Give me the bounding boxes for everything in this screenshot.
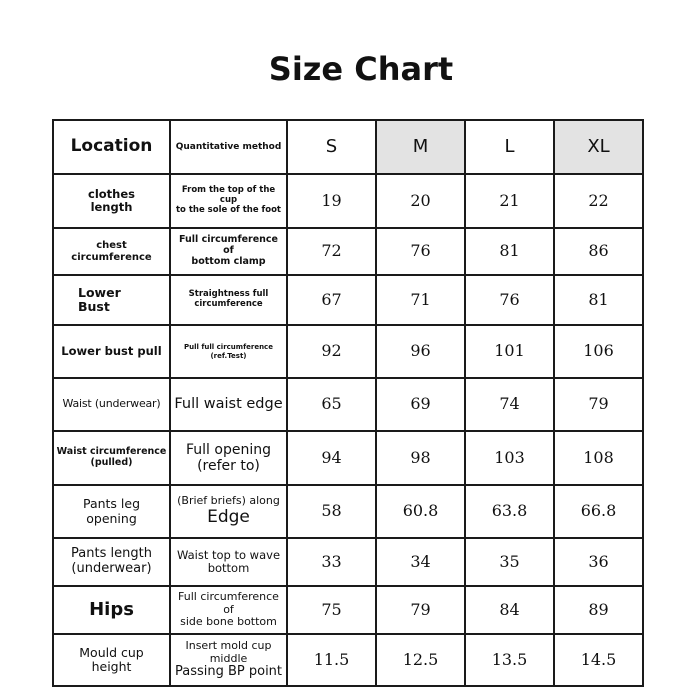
value-s: 19 xyxy=(287,174,376,228)
value-s: 11.5 xyxy=(287,634,376,686)
method-cell xyxy=(170,538,287,586)
value-m: 12.5 xyxy=(376,634,465,686)
table-row xyxy=(53,228,643,275)
header-method: Quantitative method xyxy=(170,120,287,174)
method-line: circumference xyxy=(194,299,263,309)
value-l: 103 xyxy=(465,431,554,485)
location-line: Bust xyxy=(78,299,110,314)
value-xl: 22 xyxy=(554,174,643,228)
value-xl: 89 xyxy=(554,586,643,634)
header-row xyxy=(53,120,643,174)
location-cell xyxy=(53,634,170,686)
method-line: Pull full circumference xyxy=(184,343,273,352)
table-row xyxy=(53,538,643,586)
header-size-s: S xyxy=(287,120,376,174)
location-line: Pants length xyxy=(71,546,152,562)
value-l: 84 xyxy=(465,586,554,634)
location-cell xyxy=(53,431,170,485)
value-m: 69 xyxy=(376,378,465,431)
method-cell xyxy=(170,586,287,634)
location-cell xyxy=(53,538,170,586)
header-size-l: L xyxy=(465,120,554,174)
header-size-xl: XL xyxy=(554,120,643,174)
location-cell xyxy=(53,275,170,325)
value-l: 21 xyxy=(465,174,554,228)
value-l: 81 xyxy=(465,228,554,275)
value-xl: 106 xyxy=(554,325,643,378)
value-s: 72 xyxy=(287,228,376,275)
location-line: Waist circumference xyxy=(56,446,167,458)
value-m: 20 xyxy=(376,174,465,228)
method-line: Edge xyxy=(207,507,250,528)
method-cell xyxy=(170,378,287,431)
location-line: Lower xyxy=(78,284,121,300)
value-l: 74 xyxy=(465,378,554,431)
value-xl: 108 xyxy=(554,431,643,485)
location-line: length xyxy=(90,200,133,214)
value-xl: 79 xyxy=(554,378,643,431)
method-line: bottom xyxy=(207,561,250,575)
method-line: From the top of the cup xyxy=(181,185,276,206)
value-l: 63.8 xyxy=(465,485,554,538)
method-cell xyxy=(170,228,287,275)
value-m: 34 xyxy=(376,538,465,586)
location-line: Pants leg xyxy=(82,496,141,512)
table-row xyxy=(53,174,643,228)
method-line: Insert mold cup xyxy=(185,638,272,652)
value-s: 33 xyxy=(287,538,376,586)
location-cell xyxy=(53,174,170,228)
location-line: Mould cup xyxy=(79,644,144,660)
header-size-m: M xyxy=(376,120,465,174)
method-line: Passing BP point xyxy=(174,664,283,680)
location-cell xyxy=(53,228,170,275)
method-line: Full circumference of xyxy=(178,234,278,257)
location-cell xyxy=(53,378,170,431)
location-line: Hips xyxy=(89,598,134,620)
value-s: 92 xyxy=(287,325,376,378)
method-line: middle xyxy=(209,651,248,665)
method-line: side bone bottom xyxy=(180,615,277,629)
value-l: 13.5 xyxy=(465,634,554,686)
value-m: 96 xyxy=(376,325,465,378)
table-row xyxy=(53,431,643,485)
table-row xyxy=(53,325,643,378)
method-cell xyxy=(170,485,287,538)
value-xl: 86 xyxy=(554,228,643,275)
location-cell xyxy=(53,325,170,378)
method-line: (Brief briefs) along xyxy=(177,494,280,508)
table-row xyxy=(53,634,643,686)
value-s: 58 xyxy=(287,485,376,538)
method-cell xyxy=(170,325,287,378)
method-line: Full waist edge xyxy=(174,396,283,413)
value-m: 71 xyxy=(376,275,465,325)
value-m: 98 xyxy=(376,431,465,485)
method-line: bottom clamp xyxy=(191,255,266,267)
value-l: 76 xyxy=(465,275,554,325)
value-xl: 81 xyxy=(554,275,643,325)
method-line: Straightness full xyxy=(188,289,269,300)
value-s: 94 xyxy=(287,431,376,485)
value-m: 60.8 xyxy=(376,485,465,538)
location-line: (pulled) xyxy=(90,457,133,468)
value-l: 35 xyxy=(465,538,554,586)
value-m: 76 xyxy=(376,228,465,275)
table-row xyxy=(53,586,643,634)
location-line: clothes xyxy=(88,186,135,201)
location-cell xyxy=(53,586,170,634)
location-line: opening xyxy=(86,510,137,526)
method-line: Waist top to wave xyxy=(176,547,281,562)
method-line: (ref.Test) xyxy=(210,351,247,360)
size-chart-table xyxy=(52,119,644,687)
method-line: Full opening xyxy=(186,441,271,458)
method-cell xyxy=(170,431,287,485)
value-s: 67 xyxy=(287,275,376,325)
page-title: Size Chart xyxy=(268,50,454,88)
value-l: 101 xyxy=(465,325,554,378)
method-line: Full circumference of xyxy=(178,590,279,616)
header-location: Location xyxy=(53,120,170,174)
value-xl: 66.8 xyxy=(554,485,643,538)
table-row xyxy=(53,378,643,431)
value-xl: 36 xyxy=(554,538,643,586)
location-cell xyxy=(53,485,170,538)
method-line: (refer to) xyxy=(197,458,260,474)
location-line: circumference xyxy=(71,251,152,263)
value-xl: 14.5 xyxy=(554,634,643,686)
location-line: (underwear) xyxy=(71,561,152,576)
table-row xyxy=(53,275,643,325)
value-s: 65 xyxy=(287,378,376,431)
method-cell xyxy=(170,275,287,325)
location-line: chest xyxy=(96,240,127,251)
location-line: Lower bust pull xyxy=(61,343,162,358)
value-s: 75 xyxy=(287,586,376,634)
method-line: to the sole of the foot xyxy=(175,204,281,215)
location-line: height xyxy=(91,659,132,674)
method-cell xyxy=(170,174,287,228)
method-cell xyxy=(170,634,287,686)
location-line: Waist (underwear) xyxy=(62,397,161,411)
table-row xyxy=(53,485,643,538)
value-m: 79 xyxy=(376,586,465,634)
